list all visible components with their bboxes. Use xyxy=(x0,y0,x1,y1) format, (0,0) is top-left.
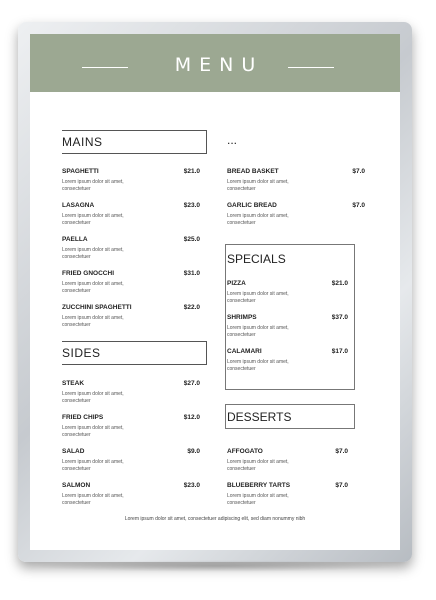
item-description: Lorem ipsum dolor sit amet, consectetuer xyxy=(62,425,124,438)
item-name: AFFOGATO xyxy=(227,448,263,455)
item-name: LASAGNA xyxy=(62,202,95,209)
banner-divider-right xyxy=(288,67,334,68)
item-price: $9.0 xyxy=(187,448,200,455)
item-description: Lorem ipsum dolor sit amet, consectetuer xyxy=(62,315,124,328)
item-description: Lorem ipsum dolor sit amet, consectetuer xyxy=(62,493,124,506)
item-price: $22.0 xyxy=(183,304,200,311)
item-price: $25.0 xyxy=(183,236,200,243)
item-name: BLUEBERRY TARTS xyxy=(227,482,291,489)
item-name: BREAD BASKET xyxy=(227,168,279,175)
section-title: SPECIALS xyxy=(227,252,286,266)
section-title: SIDES xyxy=(62,346,101,360)
section-header-specials xyxy=(227,252,286,266)
item-name: PAELLA xyxy=(62,236,88,243)
item-price: $31.0 xyxy=(183,270,200,277)
item-price: $7.0 xyxy=(352,202,365,209)
section-header-continued xyxy=(227,133,237,147)
item-description: Lorem ipsum dolor sit amet, consectetuer xyxy=(227,359,289,372)
poster-frame xyxy=(18,22,412,562)
item-name: PIZZA xyxy=(227,280,246,287)
item-description: Lorem ipsum dolor sit amet, consectetuer xyxy=(62,391,124,404)
item-description: Lorem ipsum dolor sit amet, consectetuer xyxy=(227,325,289,338)
item-description: Lorem ipsum dolor sit amet, consectetuer xyxy=(62,459,124,472)
section-header-mains xyxy=(62,130,207,154)
item-price: $27.0 xyxy=(183,380,200,387)
item-description: Lorem ipsum dolor sit amet, consectetuer xyxy=(227,213,289,226)
item-price: $23.0 xyxy=(183,202,200,209)
item-price: $7.0 xyxy=(335,448,348,455)
item-name: CALAMARI xyxy=(227,348,262,355)
frame-shadow xyxy=(30,560,402,572)
item-description: Lorem ipsum dolor sit amet, consectetuer xyxy=(227,291,289,304)
item-price: $21.0 xyxy=(183,168,200,175)
item-name: SPAGHETTI xyxy=(62,168,99,175)
item-description: Lorem ipsum dolor sit amet, consectetuer xyxy=(227,459,289,472)
item-description: Lorem ipsum dolor sit amet, consectetuer xyxy=(62,213,124,226)
menu-footer-text: Lorem ipsum dolor sit amet, consectetuer adipiscing elit, sed diam nonummy nibh xyxy=(124,516,306,522)
item-name: FRIED GNOCCHI xyxy=(62,270,114,277)
item-name: SALMON xyxy=(62,482,91,489)
item-price: $12.0 xyxy=(183,414,200,421)
section-header-desserts xyxy=(227,410,291,424)
item-price: $37.0 xyxy=(331,314,348,321)
section-title: MAINS xyxy=(62,135,103,149)
item-price: $7.0 xyxy=(352,168,365,175)
item-description: Lorem ipsum dolor sit amet, consectetuer xyxy=(62,247,124,260)
item-name: GARLIC BREAD xyxy=(227,202,277,209)
item-description: Lorem ipsum dolor sit amet, consectetuer xyxy=(62,179,124,192)
section-header-sides xyxy=(62,341,207,365)
item-name: FRIED CHIPS xyxy=(62,414,104,421)
item-price: $21.0 xyxy=(331,280,348,287)
menu-title: MENU xyxy=(174,54,264,76)
item-name: STEAK xyxy=(62,380,85,387)
item-name: ZUCCHINI SPAGHETTI xyxy=(62,304,132,311)
item-name: SALAD xyxy=(62,448,85,455)
item-description: Lorem ipsum dolor sit amet, consectetuer xyxy=(62,281,124,294)
item-name: SHRIMPS xyxy=(227,314,257,321)
menu-banner xyxy=(30,34,400,92)
menu-poster xyxy=(30,34,400,550)
item-price: $7.0 xyxy=(335,482,348,489)
section-title: ... xyxy=(227,133,238,147)
item-price: $17.0 xyxy=(331,348,348,355)
section-title: DESSERTS xyxy=(227,410,292,424)
item-description: Lorem ipsum dolor sit amet, consectetuer xyxy=(227,179,289,192)
item-price: $23.0 xyxy=(183,482,200,489)
item-description: Lorem ipsum dolor sit amet, consectetuer xyxy=(227,493,289,506)
